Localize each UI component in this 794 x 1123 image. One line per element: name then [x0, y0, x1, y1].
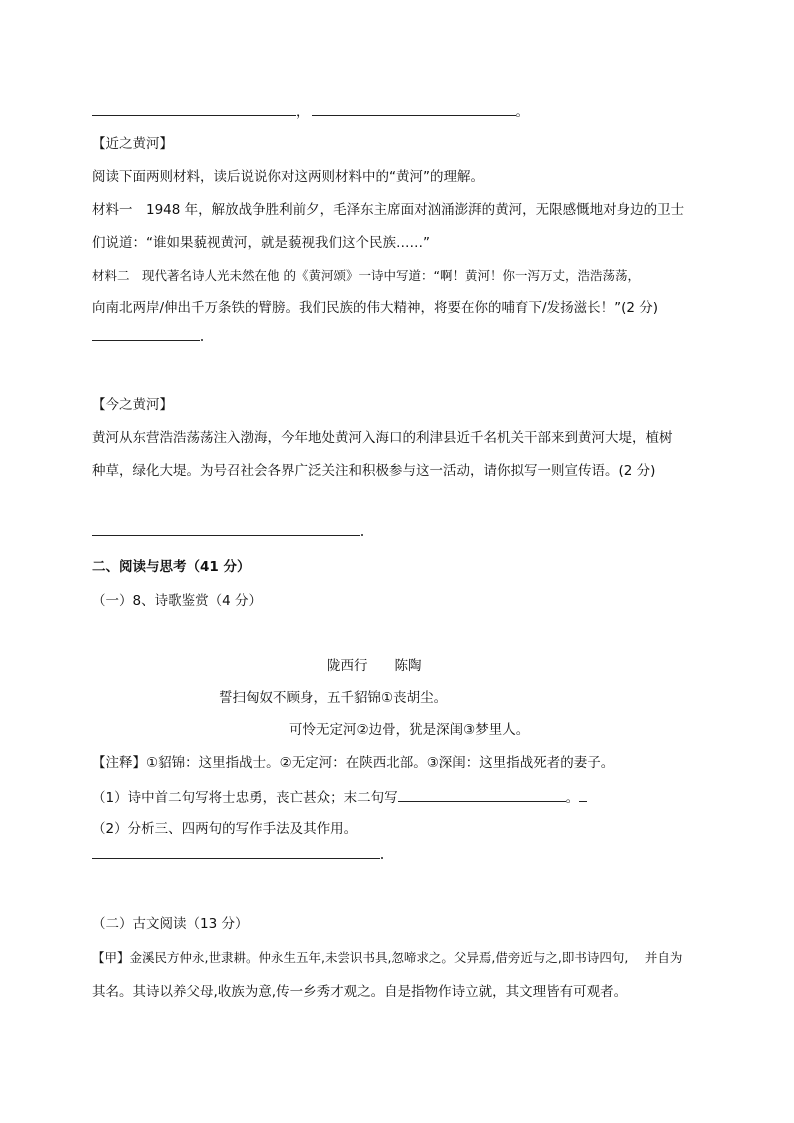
poem-line1: 誓扫匈奴不顾身，五千貂锦①丧胡尘。 — [219, 690, 448, 706]
q1-answer-blank[interactable] — [398, 787, 566, 802]
section-heading-now: 【今之黄河】 — [92, 397, 173, 413]
now-line1: 黄河从东营浩浩荡荡注入渤海，今年地处黄河入海口的利津县近千名机关干部来到黄河大堤，植树 — [92, 430, 673, 446]
answer-line-near[interactable] — [92, 340, 200, 341]
question-1: （1）诗中首二句写将士忠勇，丧亡甚众；末二句写 。 — [92, 787, 587, 807]
answer-line-top: ， 。 — [92, 101, 529, 121]
line-end-mark — [201, 339, 203, 341]
now-line2: 种草，绿化大堤。为号召社会各界广泛关注和积极参与这一活动，请你拟写一则宣传语。(2 分) — [92, 463, 656, 479]
sub-heading-poetry: （一）8、诗歌鉴赏（4 分） — [92, 593, 262, 609]
jia-line1: 【甲】金溪民方仲永,世隶耕。仲永生五年,未尝识书具,忽啼求之。父异焉,借旁近与之,即书诗四句, 并自为 — [92, 950, 683, 965]
poem-title: 陇西行 陈陶 — [327, 658, 422, 674]
material2-line1: 材料二 现代著名诗人光未然在他 的《黄河颂》一诗中写道：“啊！黄河！你一泻万丈，浩浩荡荡， — [92, 268, 640, 283]
question-2: （2）分析三、四两句的写作手法及其作用。 — [92, 821, 358, 837]
line-end-mark — [361, 534, 363, 536]
blank-2[interactable] — [312, 101, 516, 116]
answer-line-now[interactable] — [92, 535, 360, 536]
material2-line2: 向南北两岸/伸出千万条铁的臂膀。我们民族的伟大精神，将要在你的哺育下/发扬滋长！”(2 分) — [92, 300, 659, 316]
material1-line1: 材料一 1948 年，解放战争胜利前夕，毛泽东主席面对汹涌澎湃的黄河，无限感慨地对身边的卫士 — [92, 202, 685, 218]
sub-heading-classical: （二）古文阅读（13 分） — [92, 916, 249, 932]
section-heading-near: 【近之黄河】 — [92, 136, 173, 152]
line-end-mark — [381, 857, 383, 859]
blank-1[interactable] — [92, 101, 296, 116]
jia-line2: 其名。其诗以养父母,收族为意,传一乡秀才观之。自是指物作诗立就，其文理皆有可观者。 — [92, 984, 628, 1000]
material1-line2: 们说道：“谁如果藐视黄河，就是藐视我们这个民族……” — [92, 235, 430, 251]
answer-line-q2[interactable] — [92, 858, 380, 859]
poem-line2: 可怜无定河②边骨，犹是深闺③梦里人。 — [289, 722, 530, 738]
part2-heading: 二、阅读与思考（41 分） — [92, 559, 251, 575]
intro-text: 阅读下面两则材料，读后说说你对这两则材料中的“黄河”的理解。 — [92, 169, 484, 185]
poem-notes: 【注释】①貂锦：这里指战士。②无定河：在陕西北部。③深闺：这里指战死者的妻子。 — [92, 755, 615, 771]
